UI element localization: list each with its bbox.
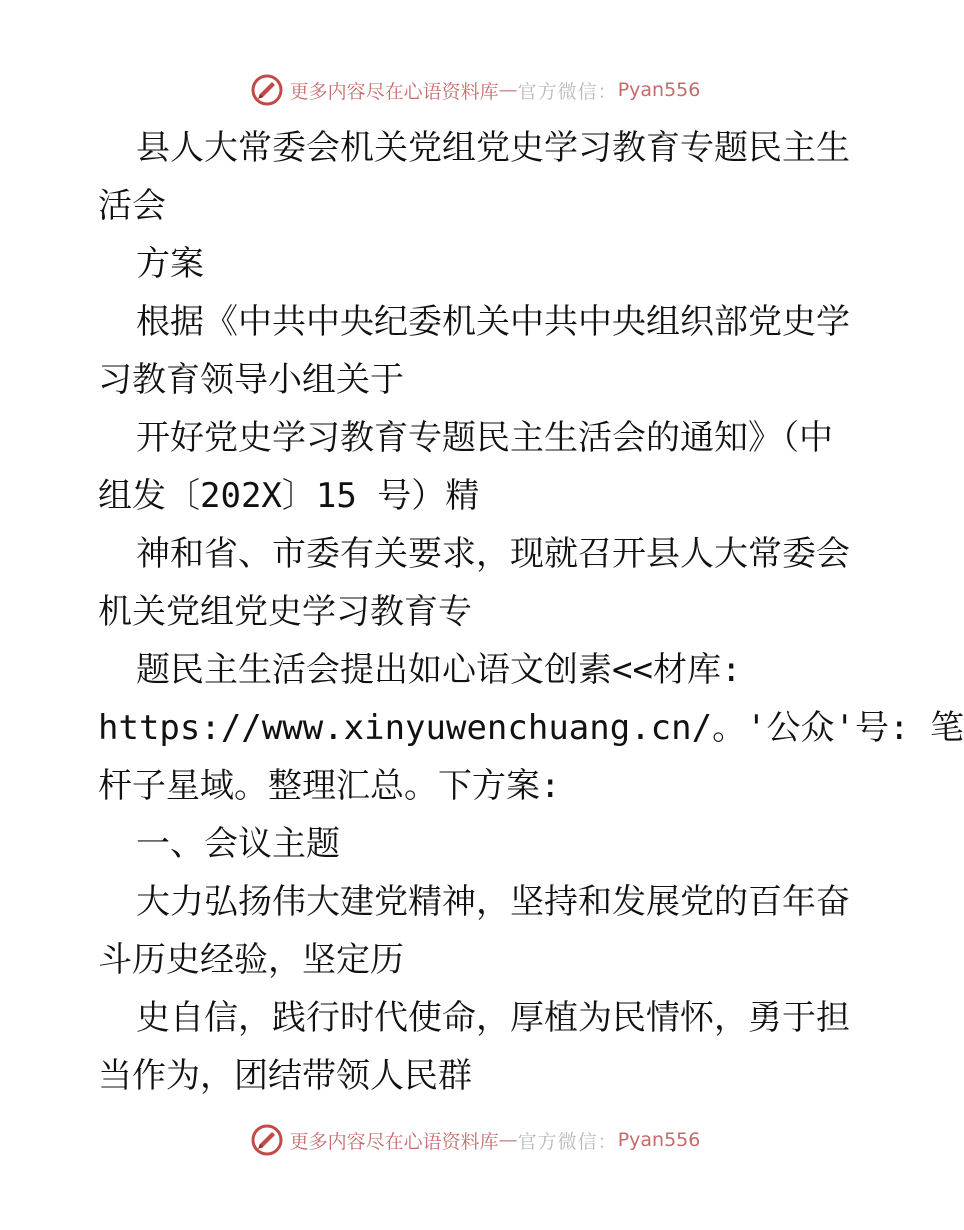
document-line: 一、会议主题 (136, 824, 340, 864)
banner-separator: — (498, 1129, 518, 1151)
document-line: 根据《中共中央纪委机关中共中央组织部党史学 (136, 302, 850, 342)
footer-banner (0, 1120, 950, 1160)
brand-logo-icon (250, 73, 284, 107)
brand-logo-icon (250, 1123, 284, 1157)
banner-wechat-label: 官方微信： (517, 1130, 618, 1153)
document-body (98, 119, 964, 1105)
banner-separator: — (498, 79, 518, 101)
document-line: 斗历史经验，坚定历 (98, 940, 404, 980)
banner-text: 更多内容尽在心语资料库 (289, 1130, 499, 1153)
document-line: 杆子星域。整理汇总。下方案: (98, 766, 561, 806)
document-line: https://www.xinyuwenchuang.cn/。'公众'号: 笔 (98, 708, 964, 748)
document-line: 当作为，团结带领人民群 (98, 1056, 472, 1096)
document-line: 活会 (98, 186, 166, 226)
document-line: 大力弘扬伟大建党精神，坚持和发展党的百年奋 (136, 882, 850, 922)
header-banner (0, 70, 950, 110)
document-line: 史自信，践行时代使命，厚植为民情怀，勇于担 (136, 998, 850, 1038)
banner-wechat-label: 官方微信： (517, 80, 618, 103)
document-line: 习教育领导小组关于 (98, 360, 404, 400)
banner-text: 更多内容尽在心语资料库 (289, 80, 499, 103)
document-line: 县人大常委会机关党组党史学习教育专题民主生 (136, 128, 850, 168)
document-line: 方案 (136, 244, 204, 284)
document-line: 组发〔202X〕15 号）精 (98, 476, 480, 516)
banner-account: Pyan556 (617, 79, 701, 101)
document-line: 机关党组党史学习教育专 (98, 592, 472, 632)
document-line: 题民主生活会提出如心语文创素<<材库: (136, 650, 742, 690)
document-line: 开好党史学习教育专题民主生活会的通知》（中 (136, 418, 833, 458)
document-line: 神和省、市委有关要求，现就召开县人大常委会 (136, 534, 850, 574)
banner-account: Pyan556 (617, 1129, 701, 1151)
